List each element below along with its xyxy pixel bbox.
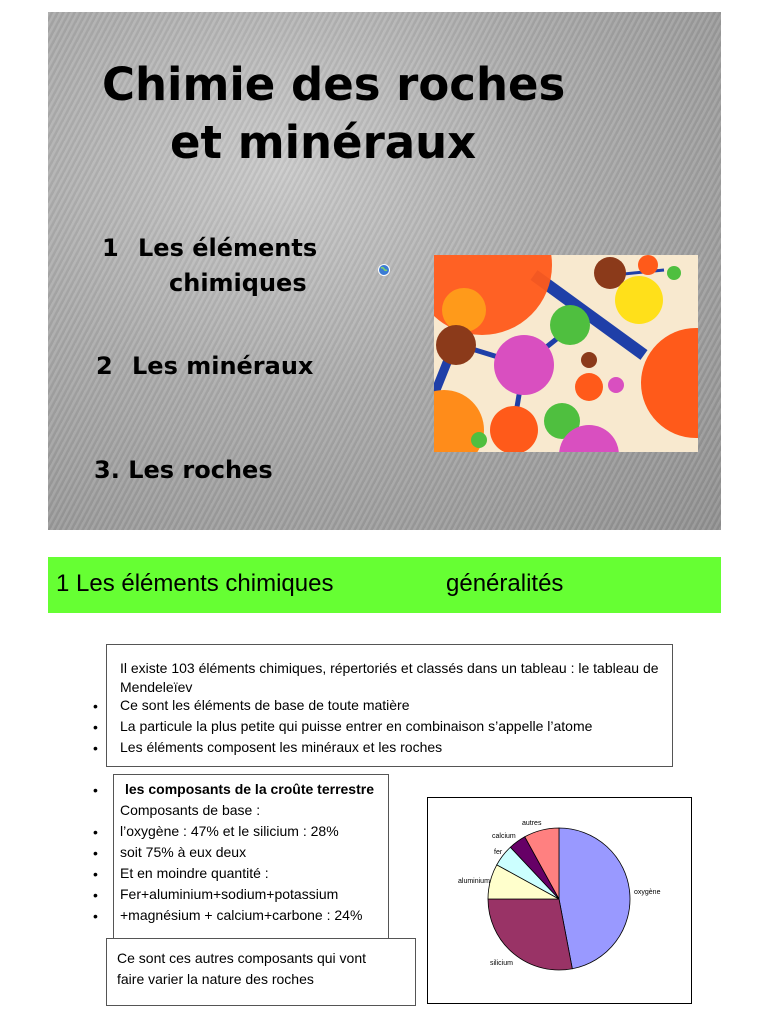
toc-label: Les éléments — [138, 234, 318, 262]
section-banner — [48, 557, 721, 613]
toc-label-cont: chimiques — [169, 269, 307, 297]
toc-item-3[interactable] — [94, 456, 273, 484]
toc-label: Les minéraux — [132, 352, 314, 380]
bullet-icon: • — [93, 845, 98, 861]
list-item: soit 75% à eux deux — [120, 844, 247, 860]
bullet-icon: • — [93, 719, 98, 735]
toc-number: 1 — [102, 234, 119, 262]
bullet-icon: • — [93, 866, 98, 882]
composition-subheading: Composants de base : — [120, 802, 261, 818]
conclusion-line1: Ce sont ces autres composants qui vont — [117, 950, 367, 966]
section-title: 1 Les éléments chimiques — [56, 570, 334, 597]
bullet-icon: • — [93, 908, 98, 924]
list-item: Et en moindre quantité : — [120, 865, 269, 881]
slide-title-line1: Chimie des roches — [102, 58, 566, 111]
toc-item-1[interactable] — [102, 231, 317, 301]
toc-item-2[interactable] — [96, 352, 313, 380]
title-slide — [48, 12, 721, 530]
list-item: La particule la plus petite qui puisse entrer en combinaison s’appelle l’atome — [120, 718, 593, 734]
pie-label-autres: autres — [522, 820, 542, 827]
section-subtitle: généralités — [446, 570, 564, 597]
pie-chart — [427, 797, 692, 1004]
pie-label-oxygène: oxygène — [634, 889, 661, 896]
bullet-icon: • — [93, 698, 98, 714]
list-item: Ce sont les éléments de base de toute matière — [120, 697, 410, 713]
conclusion-box — [106, 938, 416, 1006]
list-item: l’oxygène : 47% et le silicium : 28% — [120, 823, 339, 839]
conclusion-line2: faire varier la nature des roches — [117, 971, 314, 987]
slide-title-line2: et minéraux — [170, 116, 477, 169]
composition-box-right-border — [388, 774, 389, 938]
bullet-icon: • — [93, 740, 98, 756]
composition-box-left-border — [113, 774, 114, 938]
toc-label: Les roches — [128, 456, 273, 484]
toc-number: 3. — [94, 456, 120, 484]
composition-box-top-border — [113, 774, 389, 776]
pie-label-calcium: calcium — [492, 833, 516, 840]
pie-label-silicium: silicium — [490, 960, 513, 967]
pie-chart-svg — [428, 798, 693, 1005]
molecule-illustration — [434, 255, 698, 452]
list-item: Les éléments composent les minéraux et les roches — [120, 739, 443, 755]
composition-heading: les composants de la croûte terrestre — [125, 781, 374, 797]
pie-label-fer: fer — [494, 849, 503, 856]
list-item: Fer+aluminium+sodium+potassium — [120, 886, 339, 902]
list-item: +magnésium + calcium+carbone : 24% — [120, 907, 363, 923]
bullet-icon: • — [93, 887, 98, 903]
globe-icon[interactable] — [378, 264, 390, 276]
pie-slice-oxygène — [559, 828, 630, 969]
bullet-icon: • — [93, 782, 98, 798]
pie-label-aluminium: aluminium — [458, 878, 490, 885]
slide-title — [102, 56, 642, 172]
toc-number: 2 — [96, 352, 113, 380]
intro-text: Il existe 103 éléments chimiques, répertoriés et classés dans un tableau : le tableau de Mendeleïev — [120, 660, 659, 695]
bullet-icon: • — [93, 824, 98, 840]
